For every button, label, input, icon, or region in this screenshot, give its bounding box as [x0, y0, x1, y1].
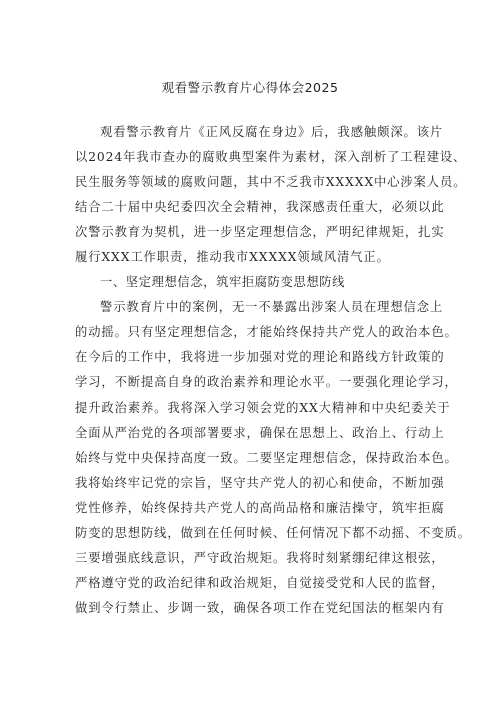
paragraph-line: 防变的思想防线，做到在任何时候、任何情况下都不动摇、不变质。 — [75, 526, 471, 540]
paragraph-line: 始终与党中央保持高度一致。二要坚定理想信念，保持政治本色。 — [75, 451, 458, 465]
paragraph-line: 三要增强底线意识，严守政治规矩。我将时刻紧绷纪律这根弦， — [75, 551, 445, 565]
paragraph-line: 做到令行禁止、步调一致，确保各项工作在党纪国法的框架内有 — [75, 601, 445, 615]
paragraph-line: 观看警示教育片《正风反腐在身边》后，我感触颇深。该片 — [100, 125, 444, 139]
paragraph-line: 学习，不断提高自身的政治素养和理论水平。一要强化理论学习， — [75, 375, 458, 389]
paragraph-line: 全面从严治党的各项部署要求，确保在思想上、政治上、行动上 — [75, 426, 445, 440]
paragraph-line: 在今后的工作中，我将进一步加强对党的理论和路线方针政策的 — [75, 350, 445, 364]
paragraph-line: 严格遵守党的政治纪律和政治规矩，自觉接受党和人民的监督， — [75, 576, 445, 590]
section-heading: 一、坚定理想信念，筑牢拒腐防变思想防线 — [100, 275, 346, 289]
document-title: 观看警示教育片心得体会2025 — [161, 80, 339, 95]
paragraph-line: 次警示教育为契机，进一步坚定理想信念，严明纪律规矩，扎实 — [75, 225, 445, 239]
paragraph-line: 的动摇。只有坚定理想信念，才能始终保持共产党人的政治本色。 — [75, 325, 458, 339]
paragraph-line: 履行XXX工作职责，推动我市XXXXX领域风清气正。 — [75, 250, 390, 264]
paragraph-line: 以2024年我市查办的腐败典型案件为素材，深入剖析了工程建设、 — [75, 150, 467, 164]
paragraph-line: 党性修养，始终保持共产党人的高尚品格和廉洁操守，筑牢拒腐 — [75, 501, 445, 515]
paragraph-line: 民生服务等领域的腐败问题，其中不乏我市XXXXX中心涉案人员。 — [75, 175, 467, 189]
paragraph-line: 结合二十届中央纪委四次全会精神，我深感责任重大，必须以此 — [75, 200, 445, 214]
paragraph-line: 提升政治素养。我将深入学习领会党的XX大精神和中央纪委关于 — [75, 401, 451, 415]
paragraph-line: 我将始终牢记党的宗旨，坚守共产党人的初心和使命，不断加强 — [75, 476, 445, 490]
paragraph-line: 警示教育片中的案例，无一不暴露出涉案人员在理想信念上 — [100, 300, 444, 314]
